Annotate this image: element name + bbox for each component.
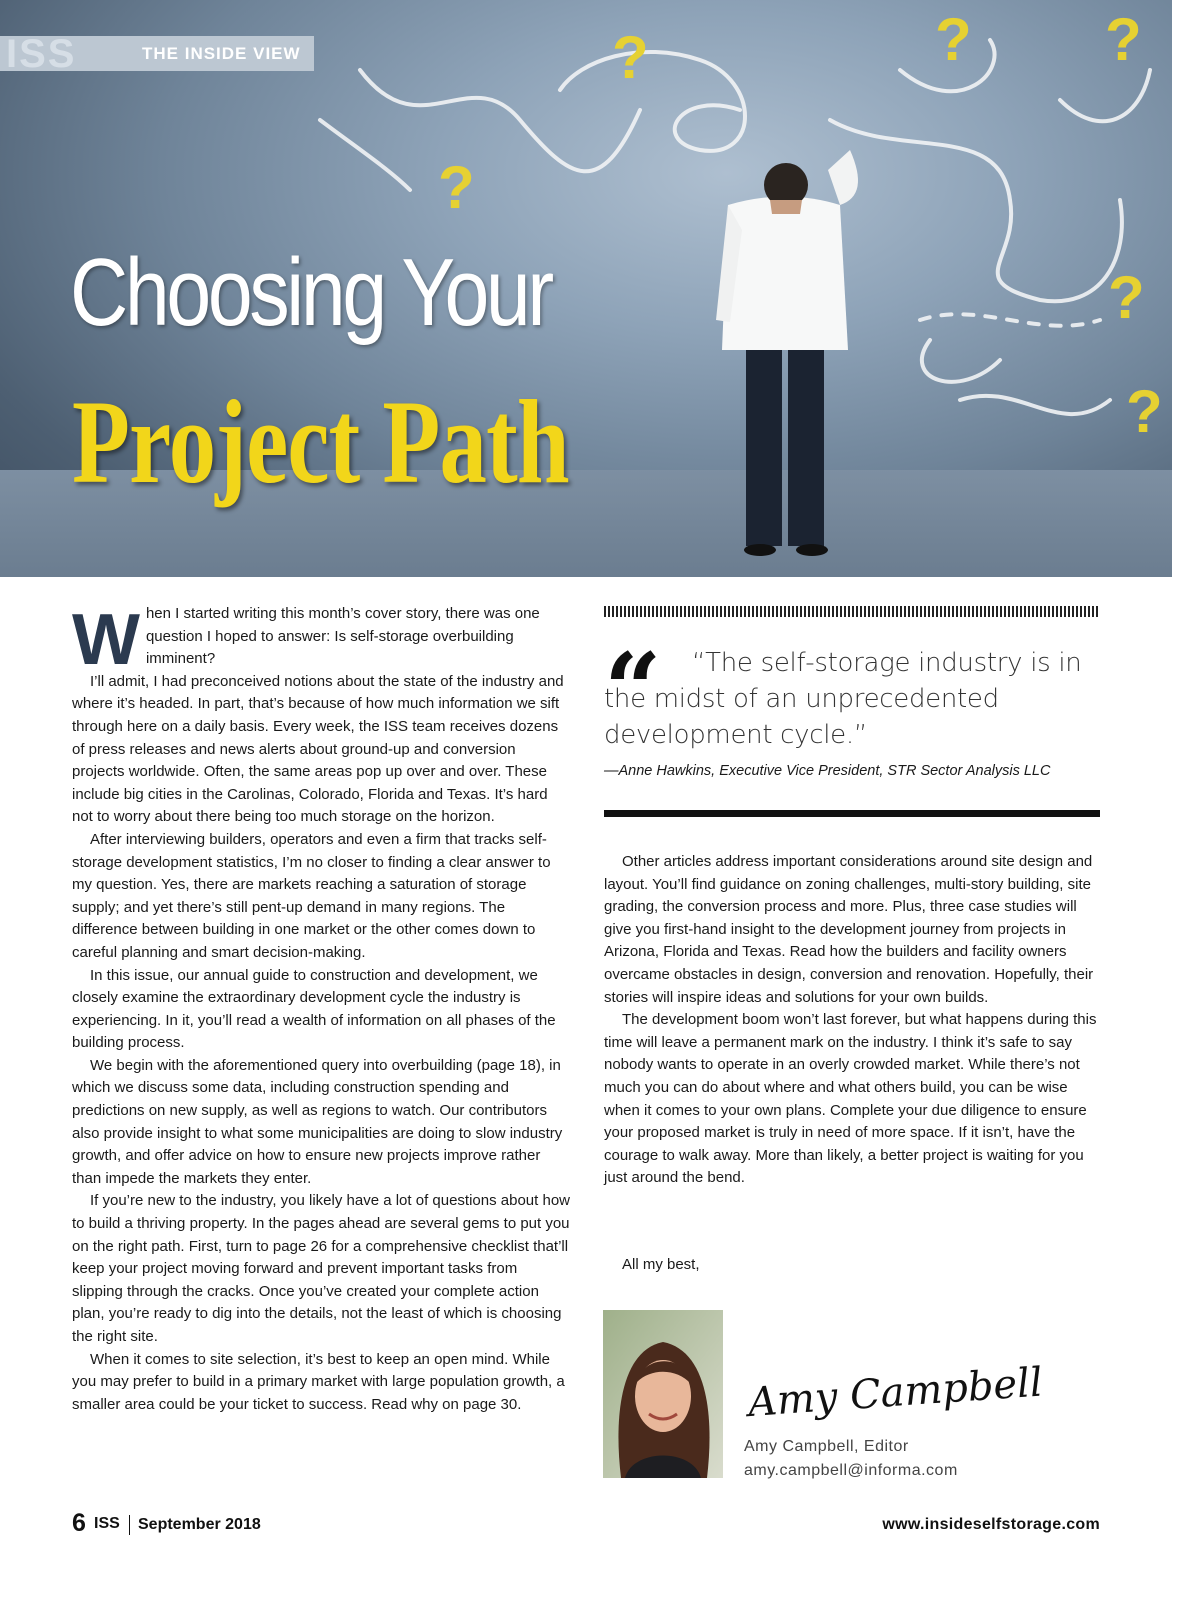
editor-email[interactable]: amy.campbell@informa.com	[744, 1462, 958, 1479]
paragraph: If you’re new to the industry, you likely have a lot of questions about how to build a thriving property. In the pages ahead are several gems to put you on the right path. First, turn to page 26 for a comprehensive checklist that’ll keep your project moving forward and prevent important tasks from slipping through the cracks. Once you’ve created your complete action plan, you’re ready to dig into the details, not the least of which is choosing the right site.	[72, 1192, 570, 1345]
section-tag	[0, 32, 314, 76]
question-mark-icon: ?	[612, 24, 649, 91]
article-right-column	[604, 851, 1104, 1190]
editor-photo	[603, 1310, 723, 1478]
pull-quote-top-rule	[604, 606, 1100, 617]
pull-quote-attribution: —Anne Hawkins, Executive Vice President, STR Sector Analysis LLC	[604, 763, 1051, 779]
page-title-line1: Choosing Your	[70, 239, 551, 346]
question-mark-icon: ?	[438, 154, 475, 221]
issue-date: September 2018	[138, 1516, 261, 1533]
question-mark-icon: ?	[1126, 378, 1163, 445]
paragraph: In this issue, our annual guide to construction and development, we closely examine the extraordinary development cycle the industry is experiencing. In it, you’ll read a wealth of information on all phases of the building process.	[72, 966, 556, 1052]
footer-logo: ISS	[94, 1515, 120, 1532]
paragraph: hen I started writing this month’s cover story, there was one question I hoped to answer: Is self-storage overbuilding imminent?	[145, 605, 540, 668]
section-tag-logo: ISS	[6, 32, 77, 76]
page-title-line2: Project Path	[72, 375, 569, 508]
editor-portrait	[603, 1310, 723, 1478]
paragraph: After interviewing builders, operators and even a firm that tracks self-storage development statistics, I’m no closer to finding a clear answer to my question. Yes, there are markets reaching a saturation of storage supply; and yet there’s still pent-up demand in many regions. The difference between building in one market or the other comes down to careful planning and smart decision-making.	[72, 830, 551, 961]
page-number: 6	[72, 1509, 86, 1537]
footer-divider	[129, 1515, 130, 1535]
paragraph: The development boom won’t last forever, but what happens during this time will leave a permanent mark on the industry. I think it’s safe to say nobody wants to operate in an overly crowded market. While there’s not much you can do about where and what others build, you can be wise when it comes to your own plans. Complete your due diligence to ensure your proposed market is truly in need of more space. If it isn’t, have the courage to walk away. More than likely, a better project is waiting for you just around the bend.	[604, 1011, 1097, 1187]
svg-text:Amy Campbell: Amy Campbell	[746, 1359, 1045, 1427]
hero-banner	[0, 0, 1172, 577]
quote-marks-icon: “	[604, 631, 662, 749]
question-mark-icon: ?	[1105, 6, 1142, 73]
question-mark-icon: ?	[1108, 264, 1145, 331]
question-mark-icon: ?	[935, 6, 972, 73]
pull-quote-bottom-rule	[604, 810, 1100, 817]
paragraph: We begin with the aforementioned query into overbuilding (page 18), in which we discuss some data, including construction spending and predictions on new supply, as well as regions to watch. Our contributors also provide insight to what some municipalities are doing to slow industry growth, and offer advice on how to ensure new projects improve rather than impede the markets they enter.	[72, 1056, 563, 1187]
article-left-column	[72, 600, 572, 1416]
editor-signature	[744, 1356, 1045, 1432]
section-tag-label: THE INSIDE VIEW	[142, 44, 301, 63]
man-figure	[716, 150, 858, 556]
paragraph: When it comes to site selection, it’s best to keep an open mind. While you may prefer to build in a primary market with large population growth, a smaller area could be your ticket to success. Read why on page 30.	[72, 1350, 565, 1413]
paragraph: Other articles address important considerations around site design and layout. You’ll find guidance on zoning challenges, multi-story building, site grading, the conversion process and more. Plus, three case studies will give you first-hand insight to the development journey from projects in Arizona, Florida and Texas. Read how the builders and facility owners overcame obstacles in design, conversion and renovation. Hopefully, their stories will inspire ideas and solutions for your own builds.	[604, 853, 1094, 1006]
website-link[interactable]: www.insideselfstorage.com	[882, 1516, 1100, 1533]
signoff: All my best,	[622, 1256, 700, 1273]
paragraph: I’ll admit, I had preconceived notions about the state of the industry and where it’s headed. In part, that’s because of how much information we sift through here on a daily basis. Every week, the ISS team receives dozens of press releases and news alerts about ground-up and conversion projects worldwide. Often, the same areas pop up over and over. These include big cities in the Carolinas, Colorado, Florida and Texas. It’s hard not to worry about there being too much storage on the horizon.	[72, 672, 564, 826]
drop-cap: W	[72, 600, 140, 680]
editor-name: Amy Campbell, Editor	[744, 1438, 909, 1455]
pull-quote-text: “The self-storage industry is in the midst of an unprecedented development cycle.”	[604, 648, 1082, 750]
